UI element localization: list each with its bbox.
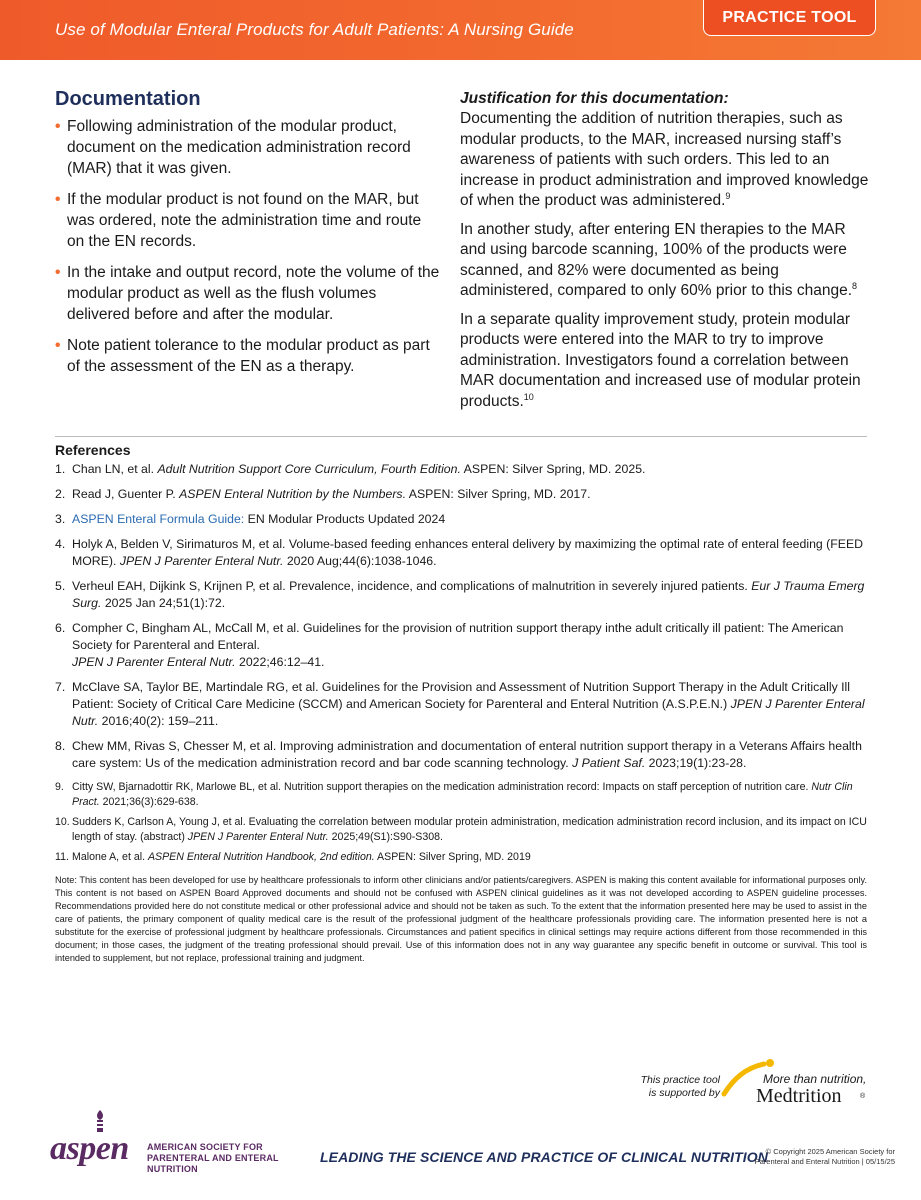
copyright-notice: © Copyright 2025 American Society for Parenteral and Enteral Nutrition | 05/15/25 xyxy=(754,1147,895,1166)
reference-item: 6. Compher C, Bingham AL, McCall M, et al. Guidelines for the provision of nutrition support therapy inthe adult critically ill patient: The American Society for Parenteral and Enteral. JPEN J Parenter Enteral Nutr. 2022;46:12–41. xyxy=(55,621,844,669)
documentation-bullet: • If the modular product is not found on the MAR, but was ordered, note the administration time and route on the EN records. xyxy=(55,191,422,250)
reference-item: 5. Verheul EAH, Dijkink S, Krijnen P, et al. Prevalence, incidence, and complications of malnutrition in severely injured patients. Eur J Trauma Emerg Surg. 2025 Jan 24;51(1):72. xyxy=(55,579,865,610)
formula-guide-link[interactable]: ASPEN Enteral Formula Guide: xyxy=(72,512,245,526)
aspen-society-name: AMERICAN SOCIETY FOR PARENTERAL AND ENTERAL NUTRITION xyxy=(147,1142,279,1174)
reference-item: 4. Holyk A, Belden V, Sirimaturos M, et al. Volume-based feeding enhances enteral delivery by maximizing the optimal rate of enteral feeding (FEED MORE). JPEN J Parenter Enteral Nutr. 2020 Aug;44(6):1038-1046. xyxy=(55,537,864,568)
documentation-bullet: • Note patient tolerance to the modular product as part of the assessment of the EN as a therapy. xyxy=(55,337,430,375)
documentation-bullet: • Following administration of the modular product, document on the medication administration record (MAR) that it was given. xyxy=(55,118,411,177)
justification-paragraph: In another study, after entering EN therapies to the MAR and using barcode scanning, 100% of the products were scanned, and 82% were documented as being administered, compared to only 60% prior to this change.$^8$ xyxy=(460,220,858,299)
justification-section xyxy=(460,89,870,420)
references-heading: References xyxy=(55,442,131,458)
bullet-dot-icon: • xyxy=(55,264,61,281)
reference-item: 1. Chan LN, et al. Adult Nutrition Support Core Curriculum, Fourth Edition. ASPEN: Silver Spring, MD. 2025. xyxy=(55,462,646,476)
reference-item: 10. Sudders K, Carlson A, Young J, et al. Evaluating the correlation between modular protein administration, medication administration record inclusion, and its impact on ICU length of stay. (abstract) JPEN J Parenter Enteral Nutr. 2025;49(S1):S90-S308. xyxy=(55,816,867,843)
reference-item: 8. Chew MM, Rivas S, Chesser M, et al. Improving administration and documentation of enteral nutrition support therapy in a Veterans Affairs health care system: Us of the medication administration record and bar code scanning technology. J Patient Saf. 2023;19(1):23-28. xyxy=(55,739,862,770)
citation-superscript: 8 xyxy=(852,280,858,291)
footer-tagline: LEADING THE SCIENCE AND PRACTICE OF CLINICAL NUTRITION xyxy=(320,1149,768,1165)
justification-paragraph: Documenting the addition of nutrition therapies, such as modular products, to the MAR, increased nursing staff’s awareness of patients with such orders. This led to an increase in product administration and improved knowledge of when the product was administered.$^9$ xyxy=(460,110,869,209)
aspen-logo xyxy=(50,1108,310,1174)
medtrition-tagline: More than nutrition, xyxy=(763,1072,867,1086)
bullet-dot-icon: • xyxy=(55,337,61,354)
bullet-dot-icon: • xyxy=(55,191,61,208)
reference-item: 7. McClave SA, Taylor BE, Martindale RG, et al. Guidelines for the Provision and Assessment of Nutrition Support Therapy in the Adult Critically Ill Patient: Society of Critical Care Medicine (SCCM) and American Society for Parenteral and Enteral Nutrition (A.S.P.E.N.) JPEN J Parenter Enteral Nutr. 2016;40(2): 159–211. xyxy=(55,680,865,728)
reference-item: 9. Citty SW, Bjarnadottir RK, Marlowe BL, et al. Nutrition support therapies on the medication administration record: Impacts on staff perception of nutrition care. Nutr Clin Pract. 2021;36(3):629-638. xyxy=(55,781,853,808)
section-divider xyxy=(55,436,867,437)
reference-item: 3. ASPEN Enteral Formula Guide: EN Modular Products Updated 2024 xyxy=(55,512,446,526)
registered-mark: ® xyxy=(860,1093,866,1100)
reference-item: 2. Read J, Guenter P. ASPEN Enteral Nutrition by the Numbers. ASPEN: Silver Spring, MD. 2017. xyxy=(55,487,591,501)
disclaimer-note: Note: This content has been developed for use by healthcare professionals to inform other clinicians and/or patients/caregivers. ASPEN is making this content available for informational purposes only. This content is not based on ASPEN Board Approved documents and should not be confused with ASPEN clinical guidelines as it was not developed according to ASPEN guideline processes. Recommendations provided here do not constitute medical or other professional advice and should not be taken as such. To the extent that the information presented here may be used to assist in the care of patients, the primary component of quality medical care is the result of the professional judgment of the healthcare professionals providing care. The information presented here is not a substitute for the exercise of professional judgment by healthcare professionals. Circumstances and patient specifics in clinical settings may require actions different from those recommended in this document; in those cases, the judgment of the treating professional should prevail. Use of this information does not in any way guarantee any specific benefit in outcome or survival. This tool is intended to supplement, but not replace, professional training and judgment. xyxy=(55,875,867,963)
citation-superscript: 9 xyxy=(725,190,731,201)
document-title: Use of Modular Enteral Products for Adult Patients: A Nursing Guide xyxy=(55,20,574,39)
reference-item: 11. Malone A, et al. ASPEN Enteral Nutrition Handbook, 2nd edition. ASPEN: Silver Spring, MD. 2019 xyxy=(55,851,531,863)
documentation-bullet-list xyxy=(55,116,440,387)
justification-paragraph: In a separate quality improvement study, protein modular products were entered into the MAR to try to improve administration. Investigators found a correlation between MAR documentation and increased use of modular protein products.$^{10}$ xyxy=(460,310,861,410)
references-list xyxy=(55,461,870,871)
bullet-dot-icon: • xyxy=(55,118,61,135)
citation-superscript: 10 xyxy=(523,391,534,402)
medtrition-logo xyxy=(720,1058,870,1110)
medtrition-wordmark: Medtrition xyxy=(756,1085,842,1107)
practice-tool-badge: PRACTICE TOOL xyxy=(703,0,876,36)
documentation-bullet: • In the intake and output record, note the volume of the modular product as well as the flush volumes delivered before and after the modular. xyxy=(55,264,440,323)
justification-heading: Justification for this documentation: xyxy=(460,90,729,107)
aspen-wordmark: aspen xyxy=(50,1130,129,1167)
support-statement: This practice tool is supported by xyxy=(640,1074,720,1099)
documentation-heading: Documentation xyxy=(55,88,201,110)
